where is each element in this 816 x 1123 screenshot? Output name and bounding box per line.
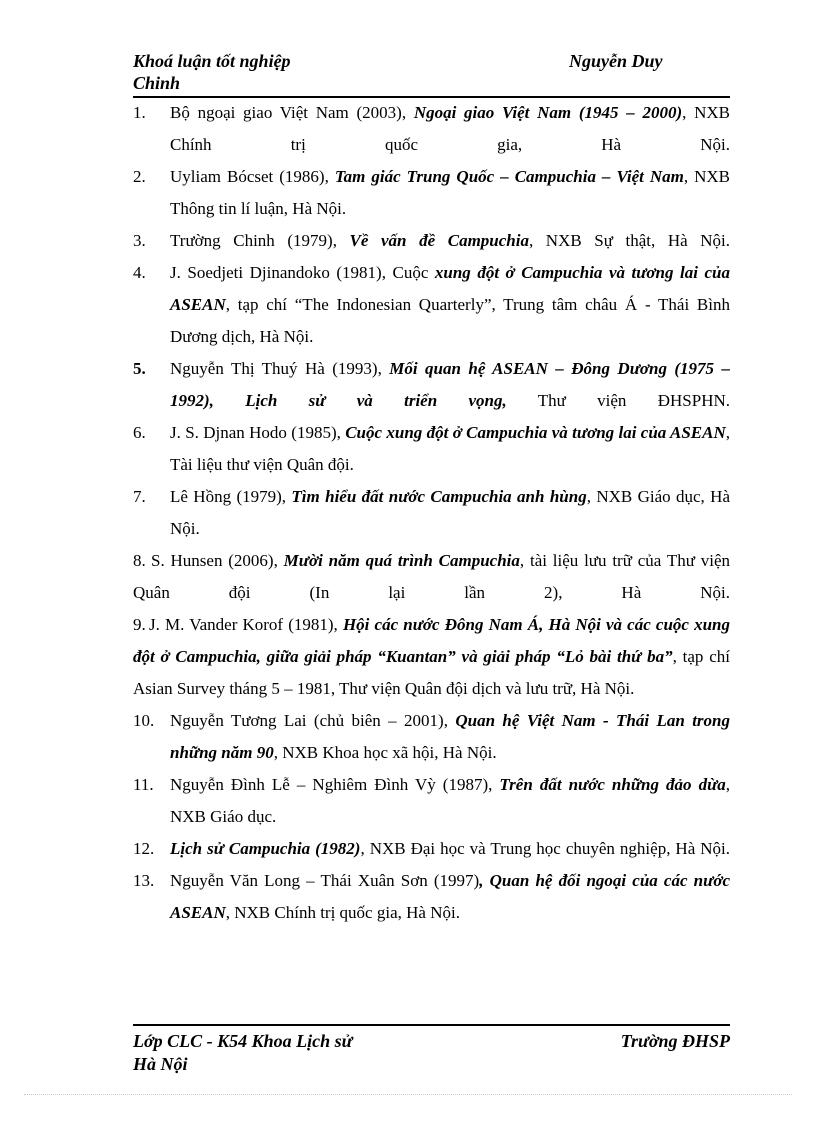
footer-university: Trường ĐHSP bbox=[620, 1031, 730, 1051]
reference-number: 9. bbox=[133, 615, 146, 634]
reference-item-9: 9. J. M. Vander Korof (1981), Hội các nước Đông Nam Á, Hà Nội và các cuộc xung đột ở Campuchia, giữa giải pháp “Kuantan” và giải pháp “Lỏ bài thứ ba”, tạp chí Asian Survey tháng 5 – 1981, Thư viện Quân đội dịch và lưu trữ, Hà Nội. bbox=[133, 609, 730, 705]
reference-title: Mối quan hệ ASEAN – Đông Dương (1975 – 1992), Lịch sử và triển vọng, bbox=[170, 359, 730, 410]
reference-item-4: 4. J. Soedjeti Djinandoko (1981), Cuộc xung đột ở Campuchia và tương lai của ASEAN, tạp chí “The Indonesian Quarterly”, Trung tâm châu Á - Thái Bình Dương dịch, Hà Nội. bbox=[133, 257, 730, 353]
reference-item-7: 7. Lê Hồng (1979), Tìm hiểu đất nước Campuchia anh hùng, NXB Giáo dục, Hà Nội. bbox=[133, 481, 730, 545]
page-bottom-edge bbox=[24, 1094, 792, 1095]
reference-title: Lịch sử Campuchia (1982) bbox=[170, 839, 361, 858]
reference-title: Về vấn đề Campuchia bbox=[349, 231, 529, 250]
reference-item-6: 6. J. S. Djnan Hodo (1985), Cuộc xung đột ở Campuchia và tương lai của ASEAN, Tài liệu thư viện Quân đội. bbox=[133, 417, 730, 481]
reference-number: 7. bbox=[133, 487, 146, 506]
footer-class-label: Lớp CLC - K54 Khoa Lịch sử bbox=[133, 1031, 353, 1051]
reference-number: 1. bbox=[133, 103, 146, 122]
reference-item-3: 3. Trường Chinh (1979), Về vấn đề Campuchia, NXB Sự thật, Hà Nội. bbox=[133, 225, 730, 257]
reference-item-10: 10. Nguyễn Tương Lai (chủ biên – 2001), Quan hệ Việt Nam - Thái Lan trong những năm 90, NXB Khoa học xã hội, Hà Nội. bbox=[133, 705, 730, 769]
reference-title: Tam giác Trung Quốc – Campuchia – Việt Nam bbox=[334, 167, 684, 186]
reference-number: 2. bbox=[133, 167, 146, 186]
reference-title: , Quan hệ đối ngoại của các nước ASEAN bbox=[170, 871, 730, 922]
reference-number: 8. bbox=[133, 551, 146, 570]
reference-title: Mười năm quá trình Campuchia bbox=[283, 551, 520, 570]
reference-number: 13. bbox=[133, 871, 155, 890]
reference-title: xung đột ở Campuchia và tương lai của ASEAN bbox=[170, 263, 730, 314]
reference-number: 3. bbox=[133, 231, 146, 250]
header-thesis-label: Khoá luận tốt nghiệp bbox=[133, 51, 291, 71]
page-header bbox=[133, 48, 730, 98]
reference-item-13: 13. Nguyễn Văn Long – Thái Xuân Sơn (1997), Quan hệ đối ngoại của các nước ASEAN, NXB Chính trị quốc gia, Hà Nội. bbox=[133, 865, 730, 929]
reference-number: 10. bbox=[133, 711, 155, 730]
reference-item-1: 1. Bộ ngoại giao Việt Nam (2003), Ngoại giao Việt Nam (1945 – 2000), NXB Chính trị quốc gia, Hà Nội. bbox=[133, 97, 730, 161]
reference-number: 12. bbox=[133, 839, 155, 858]
reference-item-12: 12. Lịch sử Campuchia (1982), NXB Đại học và Trung học chuyên nghiệp, Hà Nội. bbox=[133, 833, 730, 865]
reference-number: 4. bbox=[133, 263, 146, 282]
reference-number: 6. bbox=[133, 423, 146, 442]
reference-item-5: 5. Nguyễn Thị Thuý Hà (1993), Mối quan hệ ASEAN – Đông Dương (1975 – 1992), Lịch sử và triển vọng, Thư viện ĐHSPHN. bbox=[133, 353, 730, 417]
reference-number: 11. bbox=[133, 775, 154, 794]
reference-title-cont: “Lỏ bài thứ ba” bbox=[556, 647, 673, 666]
page-footer bbox=[133, 1030, 730, 1080]
footer-city: Hà Nội bbox=[133, 1054, 188, 1074]
reference-item-11: 11. Nguyễn Đình Lễ – Nghiêm Đình Vỳ (1987), Trên đất nước những đảo dừa, NXB Giáo dục. bbox=[133, 769, 730, 833]
header-author-name: Nguyễn Duy bbox=[569, 51, 663, 71]
reference-title: Hội các nước Đông Nam Á, Hà Nội và các cuộc xung đột ở Campuchia, giữa giải pháp “Kuantan” và giải pháp bbox=[133, 615, 730, 666]
header-author-name-cont: Chinh bbox=[133, 73, 181, 93]
reference-title: Trên đất nước những đảo dừa bbox=[499, 775, 726, 794]
reference-number: 5. bbox=[133, 359, 146, 378]
reference-title: Tìm hiểu đất nước Campuchia anh hùng bbox=[291, 487, 587, 506]
reference-list bbox=[133, 97, 730, 929]
footer-divider bbox=[133, 1024, 730, 1026]
reference-item-2: 2. Uyliam Bócset (1986), Tam giác Trung Quốc – Campuchia – Việt Nam, NXB Thông tin lí luận, Hà Nội. bbox=[133, 161, 730, 225]
reference-title: Cuộc xung đột ở Campuchia và tương lai của ASEAN bbox=[345, 423, 726, 442]
reference-title: Ngoại giao Việt Nam (1945 – 2000) bbox=[413, 103, 683, 122]
reference-title: Quan hệ Việt Nam - Thái Lan trong những năm 90 bbox=[170, 711, 730, 762]
reference-item-8: 8. S. Hunsen (2006), Mười năm quá trình Campuchia, tài liệu lưu trữ của Thư viện Quân đội (In lại lần 2), Hà Nội. bbox=[133, 545, 730, 609]
